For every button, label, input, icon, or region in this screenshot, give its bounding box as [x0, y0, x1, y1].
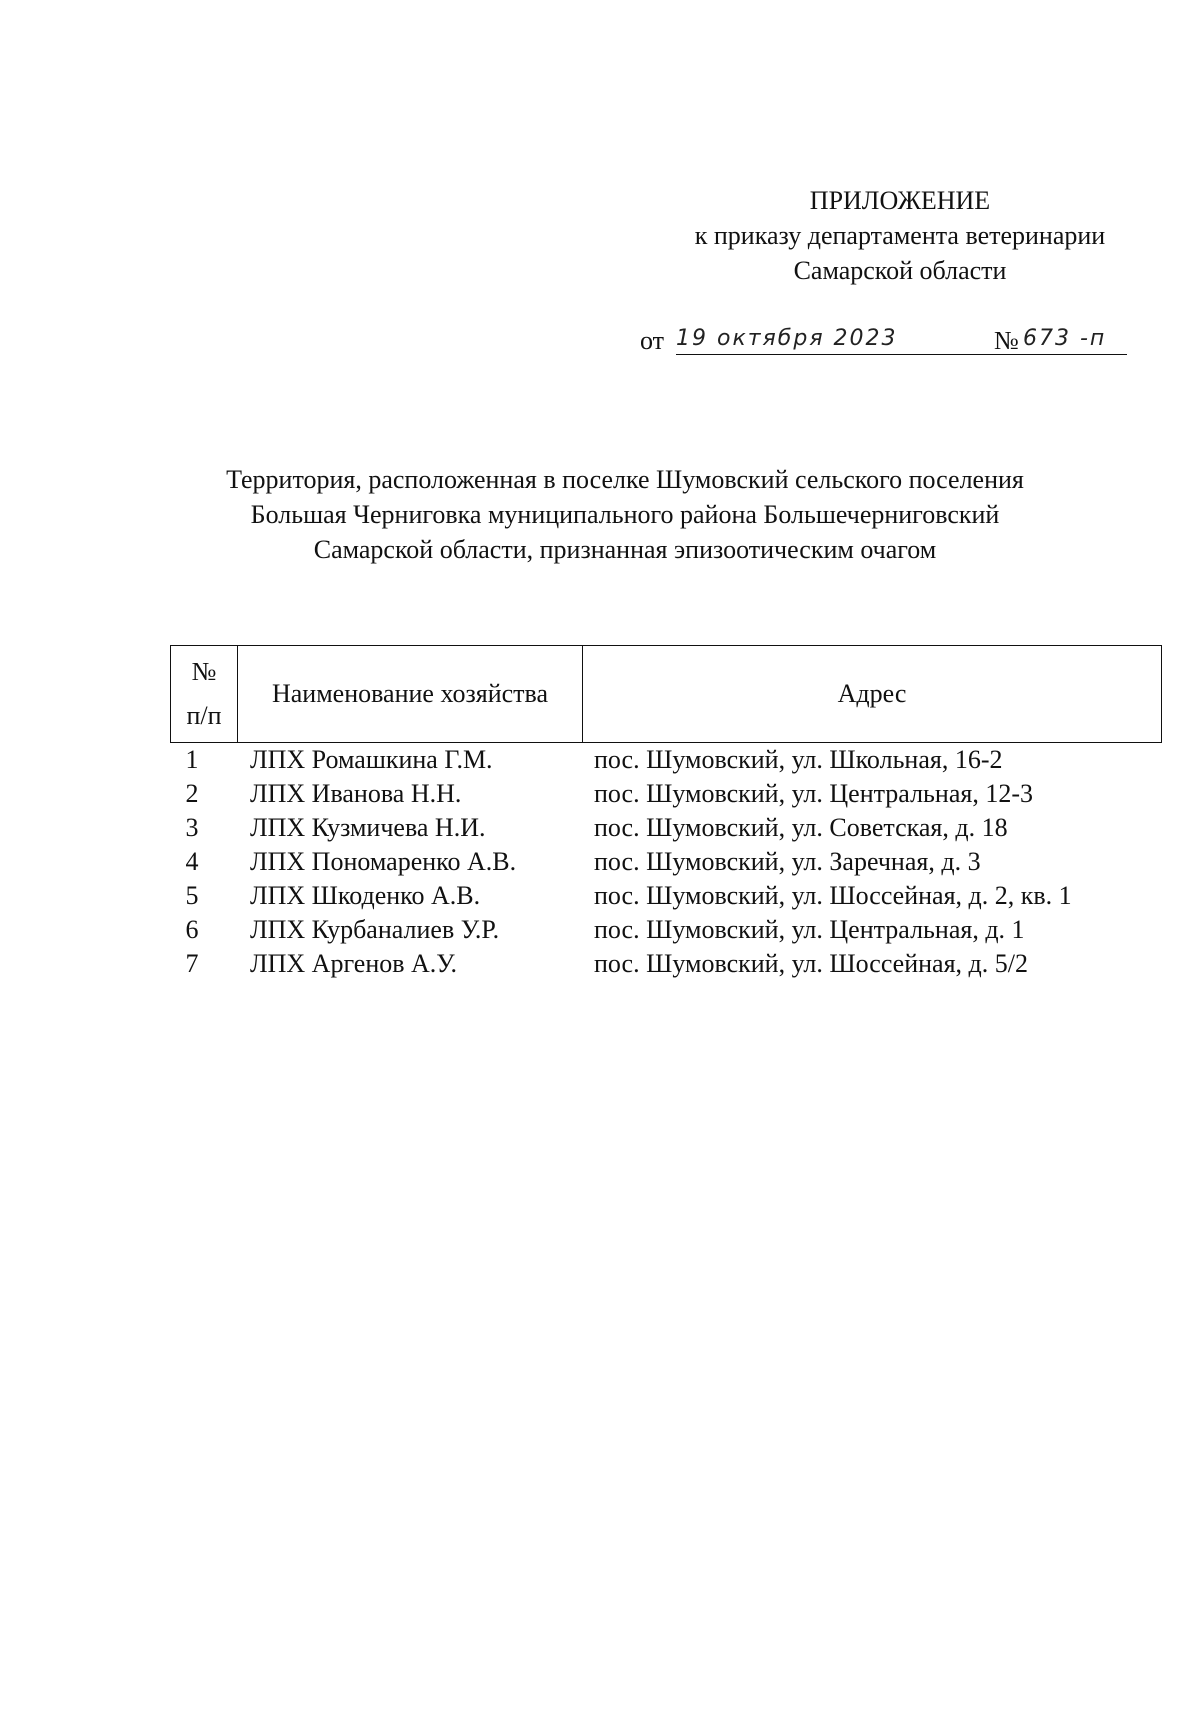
- row-address: пос. Шумовский, ул. Центральная, д. 1: [594, 915, 1025, 944]
- header-num: № п/п: [171, 646, 238, 743]
- appendix-header: [660, 183, 1140, 288]
- table-row: [170, 949, 1120, 983]
- row-address: пос. Шумовский, ул. Центральная, 12-3: [594, 779, 1033, 808]
- row-num: 7: [185, 949, 199, 978]
- row-num: 5: [185, 881, 199, 910]
- header-address: Адрес: [583, 646, 1162, 743]
- row-name: ЛПХ Кузмичева Н.И.: [250, 813, 486, 842]
- row-name: ЛПХ Иванова Н.Н.: [250, 779, 462, 808]
- row-name: ЛПХ Шкоденко А.В.: [250, 881, 481, 910]
- title-line-3: Самарской области, признанная эпизоотическим очагом: [313, 535, 937, 564]
- appendix-region: Самарской области: [793, 256, 1007, 285]
- appendix-title: ПРИЛОЖЕНИЕ: [809, 186, 991, 215]
- table-row: [170, 813, 1120, 847]
- appendix-order-ref: к приказу департамента ветеринарии: [694, 221, 1106, 250]
- row-name: ЛПХ Аргенов А.У.: [250, 949, 457, 978]
- table-row: [170, 847, 1120, 881]
- row-address: пос. Шумовский, ул. Шоссейная, д. 2, кв. 1: [594, 881, 1072, 910]
- row-num: 3: [185, 813, 199, 842]
- title-line-1: Территория, расположенная в поселке Шумовский сельского поселения: [226, 465, 1024, 494]
- order-number-handwritten: 673 -п: [1023, 324, 1127, 355]
- row-num: 1: [185, 745, 199, 774]
- row-address: пос. Шумовский, ул. Шоссейная, д. 5/2: [594, 949, 1028, 978]
- row-address: пос. Шумовский, ул. Советская, д. 18: [594, 813, 1008, 842]
- row-num: 2: [185, 779, 199, 808]
- table-row: [170, 881, 1120, 915]
- row-address: пос. Шумовский, ул. Школьная, 16-2: [594, 745, 1003, 774]
- table-row: [170, 745, 1120, 779]
- row-name: ЛПХ Пономаренко А.В.: [250, 847, 517, 876]
- table-body: [170, 745, 1120, 983]
- title-line-2: Большая Черниговка муниципального района Большечерниговский: [250, 500, 1000, 529]
- row-name: ЛПХ Курбаналиев У.Р.: [250, 915, 500, 944]
- table-header: [170, 645, 1162, 743]
- document-title: [150, 462, 1100, 567]
- row-num: 6: [185, 915, 199, 944]
- row-name: ЛПХ Ромашкина Г.М.: [250, 745, 493, 774]
- row-num: 4: [185, 847, 199, 876]
- row-address: пос. Шумовский, ул. Заречная, д. 3: [594, 847, 981, 876]
- order-date-handwritten: 19 октября 2023: [676, 324, 1026, 355]
- number-label: №: [994, 326, 1019, 355]
- table-row: [170, 779, 1120, 813]
- header-name: Наименование хозяйства: [238, 646, 583, 743]
- table-row: [170, 915, 1120, 949]
- from-label: от: [640, 326, 665, 355]
